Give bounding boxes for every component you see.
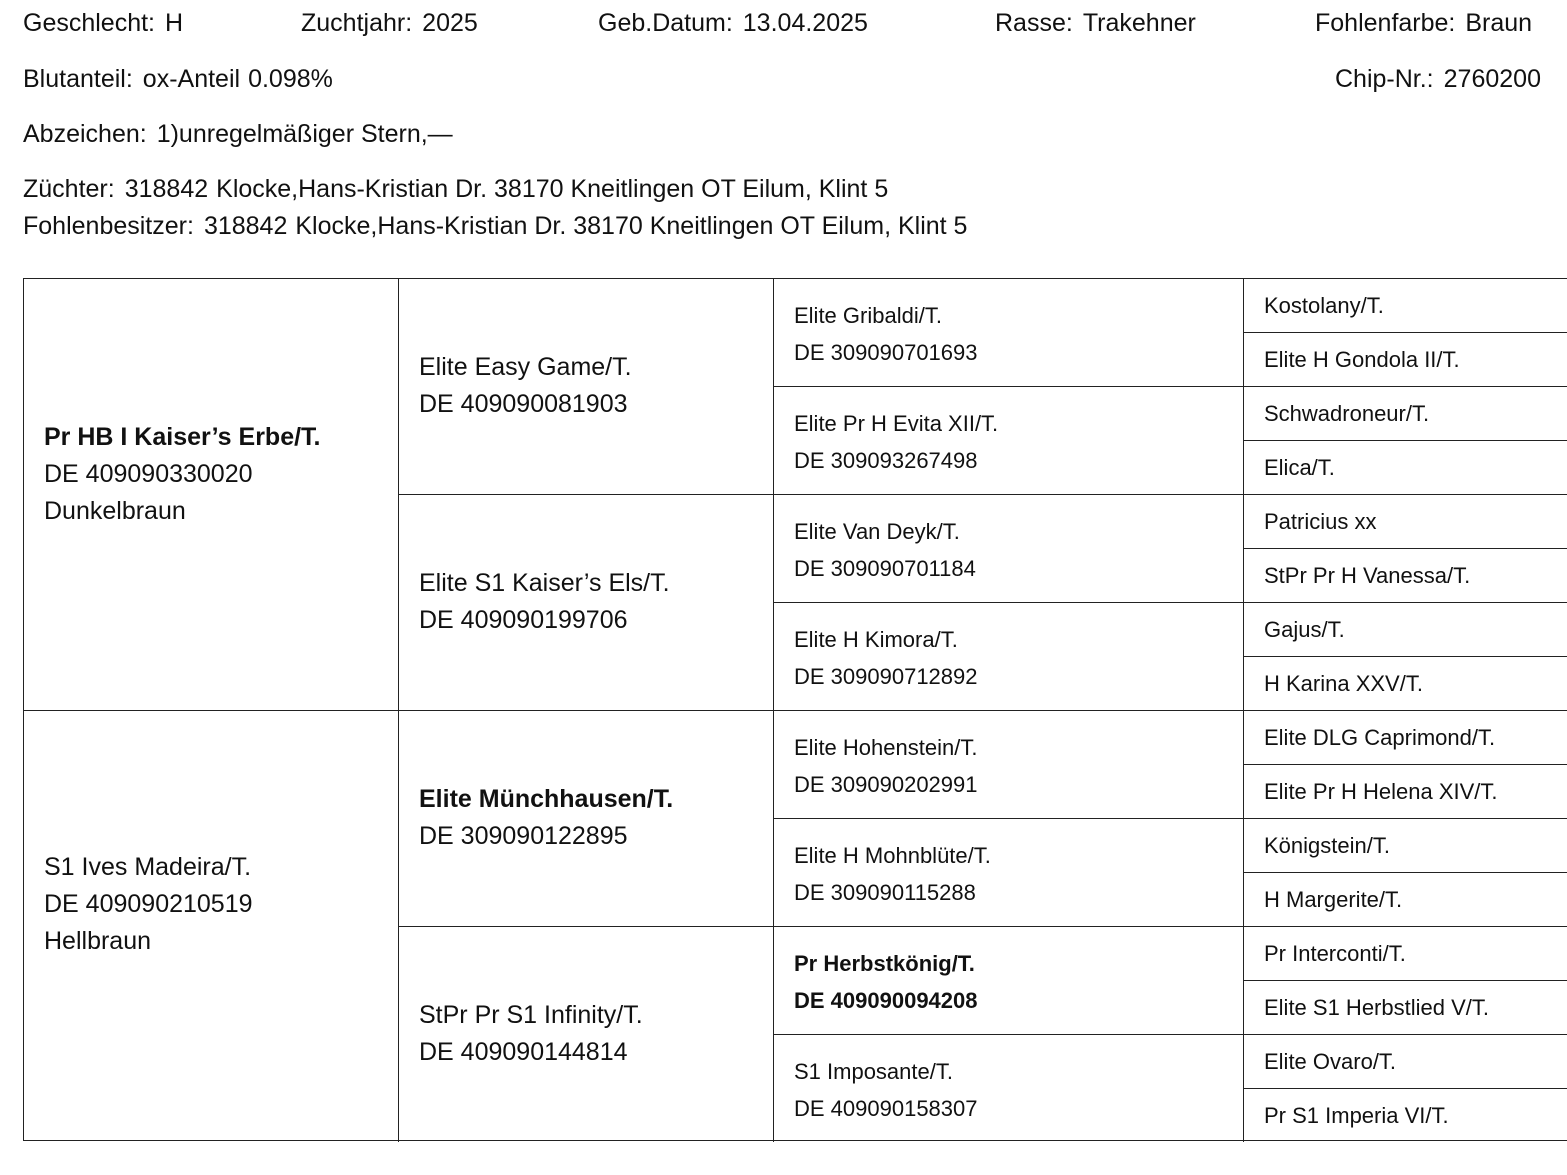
gen4-name: Patricius xx (1264, 509, 1377, 534)
pedigree-sire (24, 279, 399, 711)
geschlecht-field (23, 11, 183, 36)
gen4-name: Elite Pr H Helena XIV/T. (1264, 779, 1498, 804)
fohlenbesitzer-id: 318842 (203, 212, 288, 240)
gen3-name: Pr Herbstkönig/T. (794, 951, 975, 976)
pedigree-gen3-cell (774, 711, 1244, 819)
zuechter-address: Klocke,Hans-Kristian Dr. 38170 Kneitlingen OT Eilum, Klint 5 (216, 175, 889, 203)
pedigree-gen3-cell (774, 279, 1244, 387)
abzeichen-value: 1)unregelmäßiger Stern,— (156, 120, 453, 148)
gen3-name: Elite Gribaldi/T. (794, 303, 942, 328)
abzeichen-field (23, 122, 453, 147)
pedigree-gen2-cell (399, 927, 774, 1142)
gen3-reg: DE 309093267498 (794, 448, 978, 473)
fohlenfarbe-field (1315, 11, 1532, 36)
blutanteil-value: 0.098% (248, 65, 333, 93)
fohlenbesitzer-address: Klocke,Hans-Kristian Dr. 38170 Kneitlingen OT Eilum, Klint 5 (295, 212, 968, 240)
pedigree-table (23, 278, 1567, 1141)
gen2-reg: DE 409090199706 (419, 606, 628, 634)
gen4-name: StPr Pr H Vanessa/T. (1264, 563, 1471, 588)
pedigree-gen4-cell (1244, 981, 1567, 1035)
fohlenfarbe-label: Fohlenfarbe: (1315, 9, 1456, 37)
gen3-reg: DE 309090115288 (794, 880, 976, 905)
pedigree-gen4-cell (1244, 873, 1567, 927)
pedigree-gen4-cell (1244, 765, 1567, 819)
zuchtjahr-field (301, 11, 478, 36)
pedigree-gen4-cell (1244, 279, 1567, 333)
gen2-reg: DE 409090081903 (419, 390, 628, 418)
gen3-name: S1 Imposante/T. (794, 1059, 953, 1084)
fohlenbesitzer-field (23, 214, 967, 239)
gen4-name: Elite S1 Herbstlied V/T. (1264, 995, 1489, 1020)
gen2-name: Elite Münchhausen/T. (419, 785, 674, 813)
pedigree-gen3-cell (774, 495, 1244, 603)
zuchtjahr-label: Zuchtjahr: (301, 9, 413, 37)
gen4-name: Elica/T. (1264, 455, 1335, 480)
gen2-name: Elite Easy Game/T. (419, 353, 632, 381)
gen3-name: Elite H Kimora/T. (794, 627, 958, 652)
pedigree-dam (24, 711, 399, 1142)
gen4-name: Königstein/T. (1264, 833, 1390, 858)
gen4-name: H Margerite/T. (1264, 887, 1403, 912)
gen2-name: Elite S1 Kaiser’s Els/T. (419, 569, 670, 597)
chip-nr-label: Chip-Nr.: (1335, 65, 1434, 93)
pedigree-gen3-cell (774, 927, 1244, 1035)
pedigree-gen4-cell (1244, 927, 1567, 981)
gen3-reg: DE 309090202991 (794, 772, 978, 797)
sire-color: Dunkelbraun (44, 497, 186, 525)
gen2-name: StPr Pr S1 Infinity/T. (419, 1001, 643, 1029)
gen4-name: Elite DLG Caprimond/T. (1264, 725, 1496, 750)
pedigree-gen4-cell (1244, 657, 1567, 711)
pedigree-gen2-cell (399, 495, 774, 711)
chip-nr-field (1335, 67, 1541, 92)
gen4-name: Pr Interconti/T. (1264, 941, 1406, 966)
gen3-reg: DE 309090701693 (794, 340, 978, 365)
gen3-name: Elite Van Deyk/T. (794, 519, 960, 544)
geb-datum-field (598, 11, 868, 36)
gen4-name: Pr S1 Imperia VI/T. (1264, 1103, 1449, 1128)
gen3-reg: DE 309090701184 (794, 556, 976, 581)
gen3-name: Elite Hohenstein/T. (794, 735, 978, 760)
pedigree-gen4-cell (1244, 333, 1567, 387)
pedigree-gen3-cell (774, 603, 1244, 711)
dam-name: S1 Ives Madeira/T. (44, 853, 252, 881)
gen4-name: Elite Ovaro/T. (1264, 1049, 1397, 1074)
pedigree-gen4-cell (1244, 711, 1567, 765)
pedigree-gen3-cell (774, 819, 1244, 927)
pedigree-gen4-cell (1244, 387, 1567, 441)
fohlenfarbe-value: Braun (1465, 9, 1533, 37)
pedigree-gen4-cell (1244, 819, 1567, 873)
zuechter-field (23, 177, 888, 202)
gen2-reg: DE 409090144814 (419, 1038, 628, 1066)
gen3-reg: DE 309090712892 (794, 664, 978, 689)
fohlenbesitzer-label: Fohlenbesitzer: (23, 212, 194, 240)
pedigree-gen4-cell (1244, 549, 1567, 603)
pedigree-gen2-cell (399, 711, 774, 927)
zuchtjahr-value: 2025 (422, 9, 478, 37)
geschlecht-label: Geschlecht: (23, 9, 156, 37)
gen2-reg: DE 309090122895 (419, 822, 628, 850)
pedigree-gen4-cell (1244, 1035, 1567, 1089)
rasse-label: Rasse: (995, 9, 1073, 37)
pedigree-gen4-cell (1244, 603, 1567, 657)
pedigree-gen3-cell (774, 387, 1244, 495)
sire-reg: DE 409090330020 (44, 460, 253, 488)
zuechter-id: 318842 (124, 175, 209, 203)
geb-datum-value: 13.04.2025 (742, 9, 868, 37)
rasse-value: Trakehner (1082, 9, 1196, 37)
pedigree-gen4-cell (1244, 1089, 1567, 1142)
pedigree-gen2-cell (399, 279, 774, 495)
dam-color: Hellbraun (44, 927, 152, 955)
gen3-name: Elite Pr H Evita XII/T. (794, 411, 999, 436)
gen3-name: Elite H Mohnblüte/T. (794, 843, 991, 868)
pedigree-gen3-cell (774, 1035, 1244, 1142)
chip-nr-value: 2760200 (1443, 65, 1541, 93)
blutanteil-label: Blutanteil: (23, 65, 133, 93)
blutanteil-field (23, 67, 333, 92)
pedigree-gen4-cell (1244, 441, 1567, 495)
gen4-name: H Karina XXV/T. (1264, 671, 1423, 696)
blutanteil-type: ox-Anteil (142, 65, 241, 93)
gen4-name: Kostolany/T. (1264, 293, 1384, 318)
sire-name: Pr HB I Kaiser’s Erbe/T. (44, 423, 321, 451)
geb-datum-label: Geb.Datum: (598, 9, 733, 37)
pedigree-gen4-cell (1244, 495, 1567, 549)
zuechter-label: Züchter: (23, 175, 115, 203)
abzeichen-label: Abzeichen: (23, 120, 147, 148)
rasse-field (995, 11, 1196, 36)
gen3-reg: DE 409090094208 (794, 988, 978, 1013)
geschlecht-value: H (165, 9, 184, 37)
gen4-name: Elite H Gondola II/T. (1264, 347, 1460, 372)
gen3-reg: DE 409090158307 (794, 1096, 978, 1121)
gen4-name: Gajus/T. (1264, 617, 1345, 642)
gen4-name: Schwadroneur/T. (1264, 401, 1430, 426)
dam-reg: DE 409090210519 (44, 890, 253, 918)
